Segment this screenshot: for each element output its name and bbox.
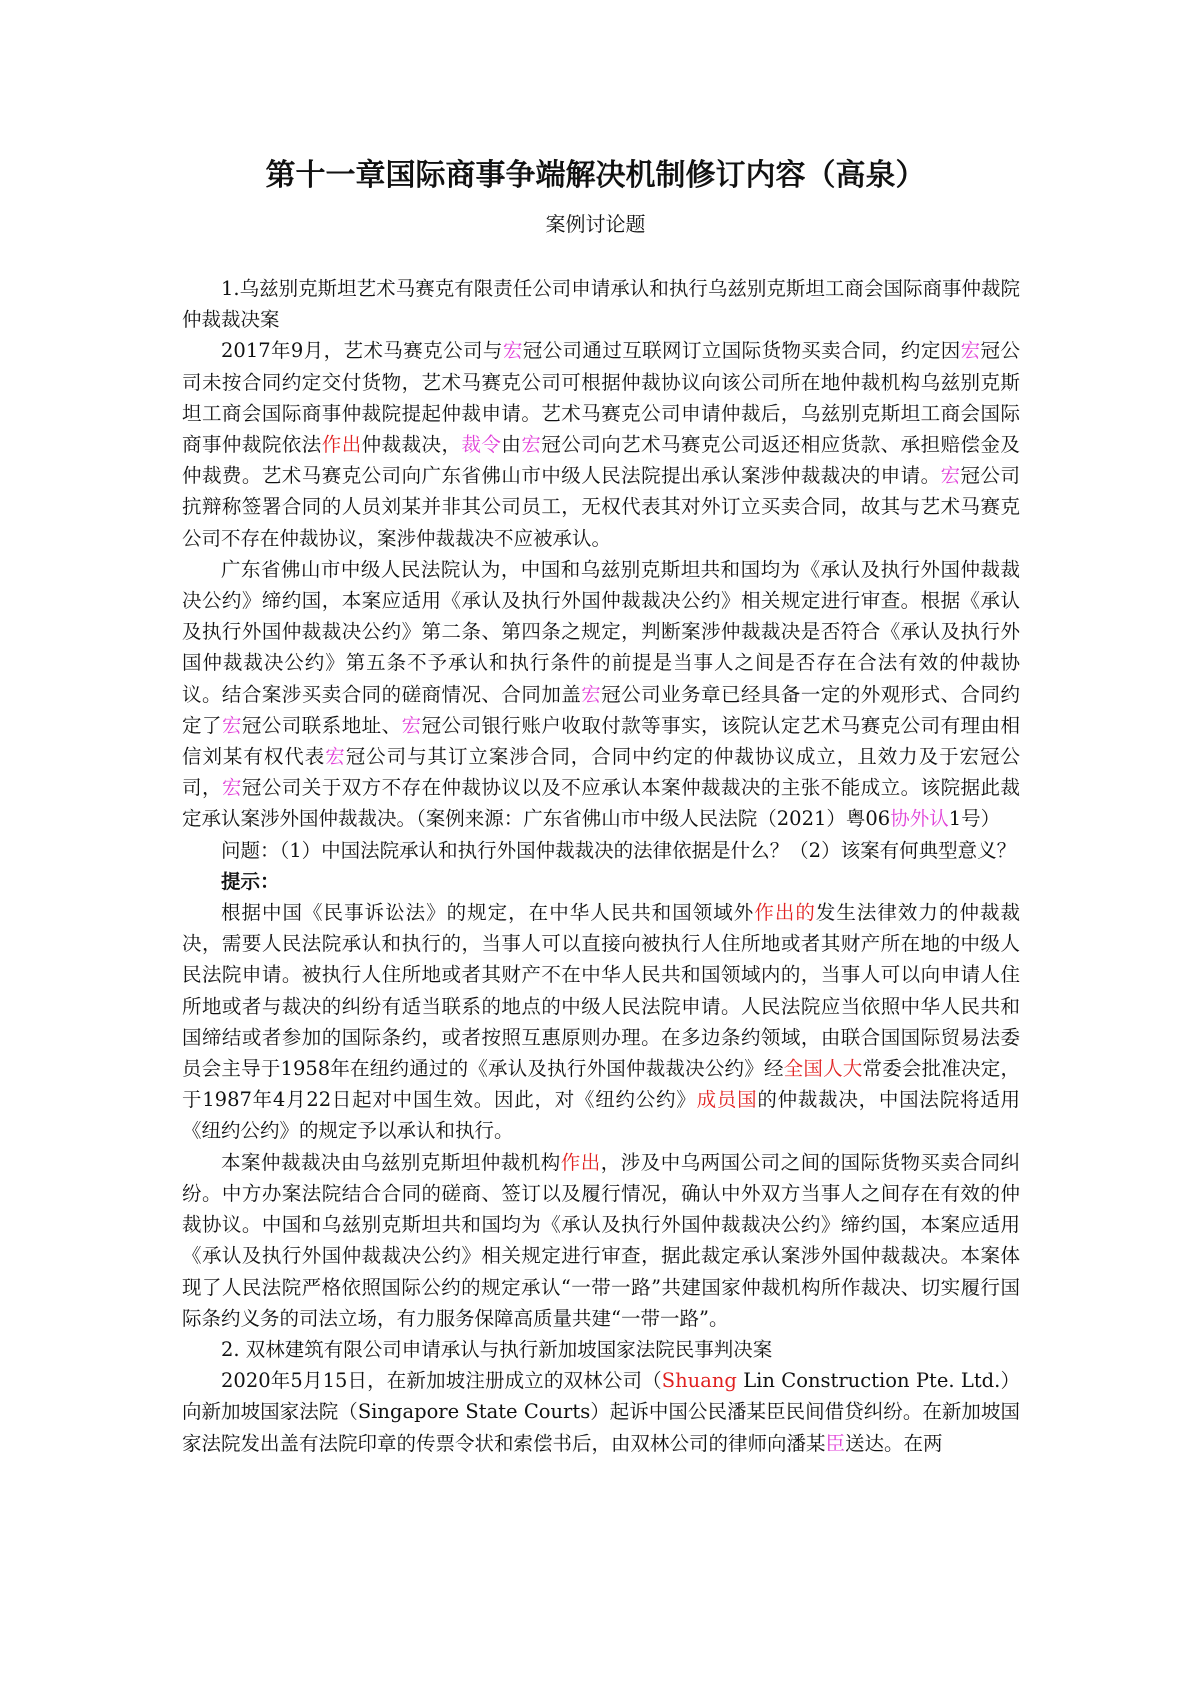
highlight-text: 宏 (401, 713, 422, 737)
text-run: 冠公司通过互联网订立国际货物买卖合同，约定因 (522, 339, 961, 363)
document-body (182, 273, 1020, 1459)
highlight-text: 协外认 (890, 807, 949, 831)
text-run: 冠公司关于双方不存在仲裁协议以及不应承认本案仲裁裁决的主张不能成立。该院据此裁定承认案涉外国仲裁裁决。（案例来源：广东省佛山市中级人民法院（2021）粤06 (182, 776, 1020, 831)
highlight-text: 作出的 (754, 901, 816, 925)
highlight-text: 臣 (825, 1431, 846, 1455)
text-run: 本案仲裁裁决由乌兹别克斯坦仲裁机构 (221, 1150, 561, 1174)
hint-paragraph-1 (182, 897, 1020, 1147)
text-run: 2020年5月15日，在新加坡注册成立的双林公司（ (221, 1369, 662, 1393)
highlight-text: Shuang (661, 1369, 737, 1393)
text-run: ，涉及中乌两国公司之间的国际货物买卖合同纠纷。中方办案法院结合合同的磋商、签订以及履行情况，确认中外双方当事人之间存在有效的仲裁协议。中国和乌兹别克斯坦共和国均为《承认及执行外国仲裁裁决公约》缔约国，本案应适用《承认及执行外国仲裁裁决公约》相关规定进行审查，据此裁定承认案涉外国仲裁裁决。本案体现了人民法院严格依照国际公约的规定承认“一带一路”共建国家仲裁机构所作裁决、切实履行国际条约义务的司法立场，有力服务保障高质量共建“一带一路”。 (182, 1150, 1020, 1330)
highlight-text: 作出 (321, 433, 362, 457)
hint-label: 提示： (221, 869, 280, 893)
highlight-text: 宏 (521, 433, 542, 457)
highlight-text: 作出 (560, 1150, 601, 1174)
highlight-text: 宏 (502, 339, 523, 363)
text-run: 送达。在两 (845, 1431, 943, 1455)
case1-paragraph-2 (182, 554, 1020, 835)
page-subtitle: 案例讨论题 (545, 212, 646, 236)
text-run: 冠公司向艺术马赛克公司返还相应货款、承担赔偿金及仲裁费。艺术马赛克公司向广东省佛山市中级人民法院提出承认案涉仲裁裁决的申请。 (182, 433, 1020, 488)
text-run: 2017年9月，艺术马赛克公司与 (221, 339, 503, 363)
text-run: 冠公司抗辩称签署合同的人员刘某并非其公司员工，无权代表其对外订立买卖合同，故其与艺术马赛克公司不存在仲裁协议，案涉仲裁裁决不应被承认。 (182, 464, 1020, 550)
text-run: 冠公司银行账户收取付款等事实，该院认定艺术马赛克公司有理由相信刘某有权代表 (182, 713, 1020, 769)
highlight-text: 宏 (325, 745, 346, 769)
text-run: 发生法律效力的仲裁裁决，需要人民法院承认和执行的，当事人可以直接向被执行人住所地或者其财产所在地的中级人民法院申请。被执行人住所地或者其财产不在中华人民共和国领域内的，当事人可以向申请人住所地或者与裁决的纠纷有适当联系的地点的中级人民法院申请。人民法院应当依照中华人民共和国缔结或者参加的国际条约，或者按照互惠原则办理。在多边条约领域，由联合国国际贸易法委员会主导于1958年在纽约通过的《承认及执行外国仲裁裁决公约》经 (182, 901, 1020, 1081)
text-run: 仲裁裁决， (361, 433, 462, 457)
text-run: 根据中国《民事诉讼法》的规定，在中华人民共和国领域外 (221, 901, 755, 925)
highlight-text: 裁令 (461, 433, 502, 457)
highlight-text: 宏 (960, 339, 981, 363)
text-run: 1号） (948, 807, 1001, 831)
text-run: Lin Construction Pte. Ltd.）向新加坡国家法院（Singapore State Courts）起诉中国公民潘某臣民间借贷纠纷。在新加坡国家法院发出盖有法院印章的传票令状和索偿书后，由双林公司的律师向潘某 (182, 1369, 1020, 1455)
text-run: 冠公司联系地址、 (241, 713, 402, 737)
page-title: 第十一章国际商事争端解决机制修订内容（高泉） (265, 158, 926, 193)
text-run: 广东省佛山市中级人民法院认为，中国和乌兹别克斯坦共和国均为《承认及执行外国仲裁裁决公约》缔约国，本案应适用《承认及执行外国仲裁裁决公约》相关规定进行审查。根据《承认及执行外国仲裁裁决公约》第二条、第四条之规定，判断案涉仲裁裁决是否符合《承认及执行外国仲裁裁决公约》第五条不予承认和执行条件的前提是当事人之间是否存在合法有效的仲裁协议。结合案涉买卖合同的磋商情况、合同加盖 (182, 557, 1020, 706)
text-run: 冠公司业务章已经具备一定的外观形式、合同约定了 (182, 682, 1020, 737)
highlight-text: 全国人大 (783, 1057, 863, 1081)
case1-heading: 1.乌兹别克斯坦艺术马赛克有限责任公司申请承认和执行乌兹别克斯坦工商会国际商事仲裁院仲裁裁决案 (182, 277, 1020, 332)
case1-paragraph-1 (182, 335, 1020, 553)
case1-question: 问题：（1）中国法院承认和执行外国仲裁裁决的法律依据是什么？（2）该案有何典型意义？ (221, 838, 1017, 862)
text-run: 常委会批准决定，于1987年4月22日起对中国生效。因此，对《纽约公约》 (182, 1057, 1020, 1112)
case2-heading: 2. 双林建筑有限公司申请承认与执行新加坡国家法院民事判决案 (221, 1337, 773, 1361)
text-run: 的仲裁裁决，中国法院将适用《纽约公约》的规定予以承认和执行。 (182, 1088, 1020, 1143)
highlight-text: 宏 (221, 713, 242, 737)
highlight-text: 宏 (581, 682, 602, 706)
text-run: 由 (501, 433, 522, 457)
highlight-text: 宏 (221, 776, 242, 800)
case2-paragraph-1 (182, 1365, 1020, 1459)
hint-paragraph-2 (182, 1147, 1020, 1334)
text-run: 冠公司未按合同约定交付货物，艺术马赛克公司可根据仲裁协议向该公司所在地仲裁机构乌兹别克斯坦工商会国际商事仲裁院提起仲裁申请。艺术马赛克公司申请仲裁后，乌兹别克斯坦工商会国际商事仲裁院依法 (182, 339, 1020, 457)
highlight-text: 成员国 (696, 1088, 758, 1112)
text-run: 冠公司与其订立案涉合同，合同中约定的仲裁协议成立，且效力及于宏冠公司， (182, 745, 1020, 800)
highlight-text: 宏 (940, 464, 961, 488)
